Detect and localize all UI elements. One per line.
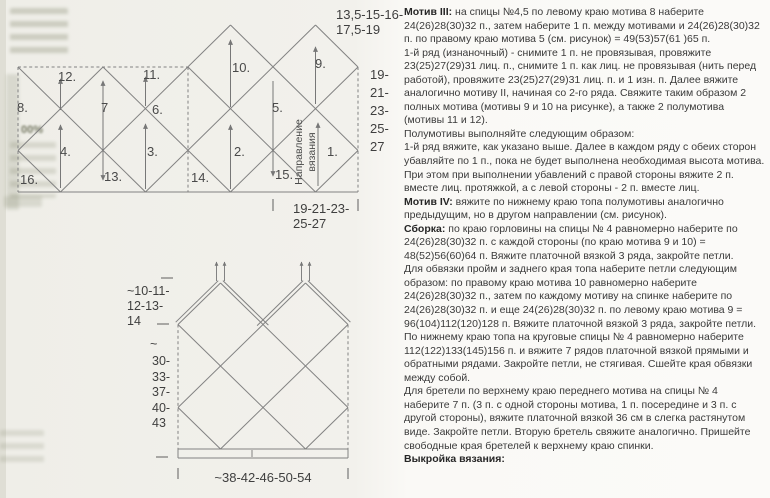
paragraph-text: По нижнему краю топа на круговые спицы № 4 равномерно наберите 112(122)133(145)156 п. и вяжите 7 рядов платочной вязкой прямыми и обратными рядами. Закройте петли, не стягивая. Сшейте края обвязки между собой. [404, 331, 753, 384]
motif-label: 4. [60, 144, 71, 159]
motif-label: 10. [232, 60, 251, 75]
motif-label: 15. [275, 167, 294, 182]
paragraph-text: Полумотивы выполняйте следующим образом: [404, 127, 635, 140]
body-height-measurement: 43 [152, 416, 166, 430]
top-width-measurement-line2: 17,5-19 [336, 22, 381, 37]
instructions-column [404, 6, 766, 467]
pattern-schematic [176, 262, 351, 458]
paragraph-heading: Выкройка вязания: [404, 453, 505, 466]
paragraph [404, 385, 766, 453]
side-height-measurement: 25- [370, 121, 389, 136]
side-height-measurement: 19- [370, 67, 389, 82]
paragraph-text: по краю горловины на спицы № 4 равномерно наберите по 24(26)28(30)32 п. с каждой стороны (по краю мотива 9 и 10) = 48(52)56(60)64 п. Вяжите платочной вязкой 3 ряда, закройте петли. [404, 222, 738, 262]
neck-depth-measurement: 14 [127, 314, 141, 328]
motif-label: 12. [58, 69, 77, 84]
paragraph-text: на спицы №4,5 по левому краю мотива 8 наберите 24(26)28(30)32 п., затем наберите 1 п. между мотивами и 24(26)28(30)32 п. по правому краю мотива 5 (см. рисунок) = 49(53)57(61 )65 п. [404, 6, 760, 46]
body-height-measurement: 40- [152, 400, 171, 415]
paragraph-text: Для обвязки пройм и заднего края топа наберите петли следующим образом: по правому краю мотива 10 равномерно наберите 24(26)28(30)32 п., затем по каждому мотиву на спинке наберите по 24(26)28(30)32 п. и еще 24(26)28(30)32 п. по левому краю мотива 9 = 96(104)112(120)128 п. Вяжите платочной вязкой 3 ряда, закройте петли. [404, 263, 757, 330]
paragraph [404, 6, 766, 47]
motif-label: 3. [147, 144, 158, 159]
motif-label: 2. [234, 144, 245, 159]
knit-direction-caption [293, 113, 319, 191]
paragraph [404, 196, 766, 223]
motif-label: 1. [327, 144, 338, 159]
paragraph-text: вяжите по нижнему краю топа полумотивы аналогично предыдущим, но в другом направлении (см. рисунок). [404, 195, 724, 222]
paragraph [404, 141, 766, 195]
bottom-width-measurement: ~38-42-46-50-54 [214, 470, 312, 485]
motif-width-measurement-line1: 19-21-23- [293, 201, 350, 216]
paragraph-text: 1-й ряд вяжите, как указано выше. Далее в каждом ряду с обеих сторон убавляйте по 1 п., пока не будет выполнена необходимая высота мотива. При этом при выполнении убавлений с правой стороны вяжите 2 п. вместе лиц. протяжкой, а с левой стороны - 2 п. вместе лиц. [404, 141, 765, 195]
paragraph [404, 453, 766, 467]
paragraph-text: Для бретели по верхнему краю переднего мотива на спицы № 4 наберите 7 п. (3 п. с одной стороны мотива, 1 п. посередине и 3 п. с другой стороны), вяжите платочной вязкой 36 см в слегка растянутом виде. Закройте петли. Вторую бретель свяжите аналогично. Пришейте свободные края бретелей к верхнему краю спинки. [404, 385, 751, 452]
knit-direction-line1: Направление [293, 119, 305, 185]
body-height-measurement: ~ [150, 337, 158, 351]
motif-width-measurement-line2: 25-27 [293, 216, 327, 231]
motif-label: 11. [143, 67, 161, 82]
paragraph-heading: Мотив III: [404, 6, 453, 18]
motif-label: 8. [17, 100, 28, 115]
paragraph-text: 1-й ряд (изнаночный) - снимите 1 п. не провязывая, провяжите 23(25)27(29)31 лиц. п., снимите 1 п. как лиц. не провязывая (нить перед работой), провяжите 23(25)27(29)31 лиц. п. и 1 изн. п. Далее вяжите аналогично мотиву II, начиная со 2-го ряда. Свяжите таким образом 2 полных мотива (мотивы 9 и 10 на рисунке), а также 2 полумотива (мотивы 11 и 12). [404, 46, 757, 127]
motif-label: 9. [315, 56, 326, 71]
motif-label: 7 [101, 100, 109, 115]
motif-label: 16. [20, 172, 39, 187]
body-height-measurement: 33- [152, 369, 171, 384]
neck-depth-measurement: ~10-11- [127, 284, 170, 298]
paragraph [404, 223, 766, 264]
motif-label: 14. [191, 170, 210, 185]
body-height-measurement: 37- [152, 385, 171, 399]
side-height-measurement: 27 [370, 139, 385, 154]
motif-label: 13. [104, 169, 123, 184]
paragraph [404, 47, 766, 128]
knit-direction-line2: вязания [305, 132, 318, 172]
paragraph [404, 331, 766, 385]
body-height-measurement: 30- [152, 354, 171, 368]
paragraph [404, 263, 766, 331]
motif-label: 6. [152, 102, 163, 117]
paragraph [404, 128, 766, 142]
bleed-artifact: 00% [21, 124, 44, 136]
side-height-measurement: 21- [370, 85, 389, 100]
side-height-measurement: 23- [370, 103, 389, 118]
paragraph-heading: Мотив IV: [404, 195, 453, 208]
motif-label: 5. [272, 100, 283, 115]
paragraph-heading: Сборка: [404, 222, 446, 235]
neck-depth-measurement: 12-13- [127, 299, 164, 313]
top-width-measurement-line1: 13,5-15-16- [336, 7, 404, 22]
